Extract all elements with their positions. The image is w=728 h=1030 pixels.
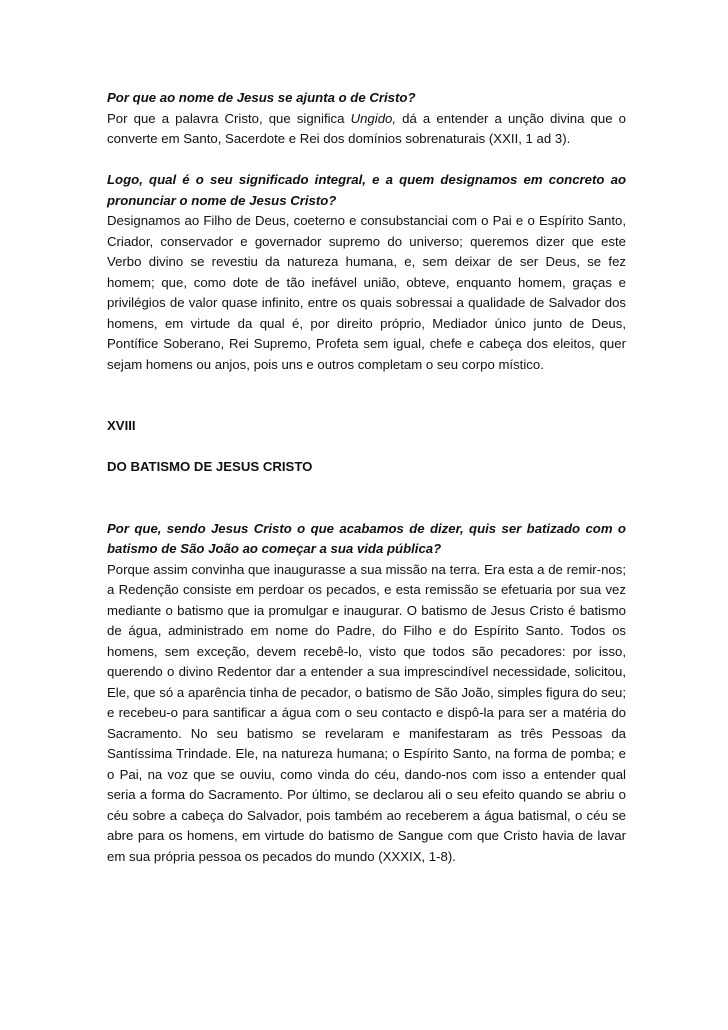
question-2: Logo, qual é o seu significado integral, e a quem designamos em concreto ao pronunciar o nome de Jesus Cristo? — [107, 172, 626, 208]
document-page — [107, 88, 626, 867]
spacer — [107, 375, 626, 416]
spacer — [107, 437, 626, 458]
question-1: Por que ao nome de Jesus se ajunta o de Cristo? — [107, 90, 416, 105]
answer-2: Designamos ao Filho de Deus, coeterno e consubstanciai com o Pai e o Espírito Santo, Criador, conservador e governador supremo do universo; queremos dizer que este Verbo divino se revestiu da natureza humana, e, sem deixar de ser Deus, se fez homem; que, como dote de tão inefável união, obteve, enquanto homem, graças e privilégios de valor quase infinito, entre os quais sobressai a qualidade de Salvador dos homens, em virtude da qual é, por direito próprio, Mediador único junto de Deus, Pontífice Soberano, Rei Supremo, Profeta sem igual, chefe e cabeça dos eleitos, quer sejam homens ou anjos, pois uns e outros completam o seu corpo místico. — [107, 213, 626, 372]
chapter-number: XVIII — [107, 418, 136, 433]
answer-3: Porque assim convinha que inaugurasse a sua missão na terra. Era esta a de remir-nos; a Redenção consiste em perdoar os pecados, e esta remissão se efetuaria por sua vez mediante o batismo que ia promulgar e inaugurar. O batismo de Jesus Cristo é batismo de água, administrado em nome do Padre, do Filho e do Espírito Santo. Todos os homens, sem exceção, devem recebê-lo, visto que todos são pecadores: por isso, querendo o divino Redentor dar a entender a sua imprescindível necessidade, solicitou, Ele, que só a aparência tinha de pecador, o batismo de São João, simples figura do seu; e recebeu-o para santificar a água com o seu contacto e dispô-la para ser a matéria do Sacramento. No seu batismo se revelaram e manifestaram as três Pessoas da Santíssima Trindade. Ele, na natureza humana; o Espírito Santo, na forma de pomba; e o Pai, na voz que se ouviu, como vinda do céu, dando-nos com isso a entender qual seria a forma do Sacramento. Por último, se declarou ali o seu efeito quando se abriu o céu sobre a cabeça do Salvador, pois também ao receberem a água batismal, o céu se abre para os homens, em virtude do batismo de Sangue com que Cristo havia de lavar em sua própria pessoa os pecados do mundo (XXXIX, 1-8). — [107, 561, 626, 864]
answer-1-emphasis: Ungido, — [350, 110, 397, 126]
question-3: Por que, sendo Jesus Cristo o que acabamos de dizer, quis ser batizado com o batismo de São João ao começar a sua vida pública? — [107, 520, 626, 556]
spacer — [107, 478, 626, 519]
chapter-title: DO BATISMO DE JESUS CRISTO — [107, 459, 313, 474]
answer-1-part-2: dá a entender a unção divina que o converte em Santo, Sacerdote e Rei dos domínios sobrenaturais (XXII, 1 ad 3). — [107, 110, 626, 146]
answer-1-part-1: Por que a palavra Cristo, que significa — [107, 110, 351, 126]
answer-1 — [107, 109, 626, 150]
spacer — [107, 150, 626, 171]
